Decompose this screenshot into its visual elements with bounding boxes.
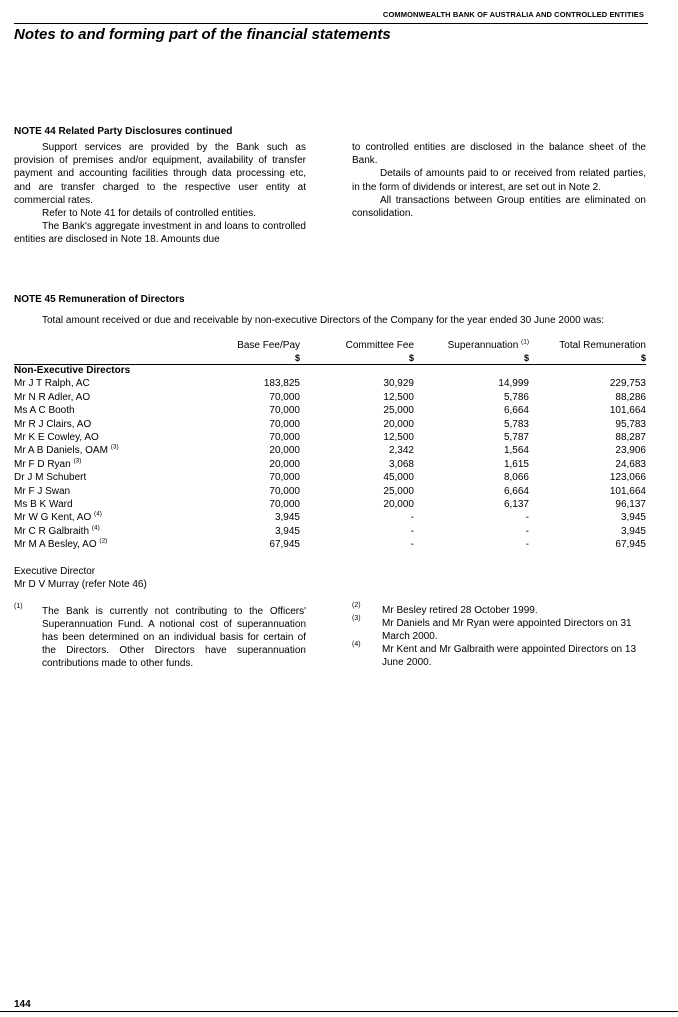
unit-label: $ <box>174 352 300 365</box>
director-name: Mr R J Clairs, AO <box>14 418 92 430</box>
committee-fee-cell: 25,000 <box>383 405 414 417</box>
footnote-marker: (1) <box>14 603 23 610</box>
note44-heading: NOTE 44 Related Party Disclosures continued <box>14 126 233 137</box>
director-name: Mr F J Swan <box>14 485 71 497</box>
table-row <box>14 391 646 404</box>
footnote-text: The Bank is currently not contributing to the Officers' Superannuation Fund. A notional cost of superannuation has been determined on an individual basis for certain of the Directors. Other Directors have superannuation contributions made to other funds. <box>42 606 306 669</box>
executive-label: Executive Director <box>14 566 96 577</box>
table-row <box>14 471 646 484</box>
name-column-header <box>14 339 174 352</box>
note44-paragraph: The Bank's aggregate investment in and loans to controlled entities are disclosed in Note 18. Amounts due <box>14 221 306 246</box>
total-remuneration-cell: 95,783 <box>615 418 646 430</box>
director-name-cell <box>14 471 174 484</box>
unit-label: $ <box>414 352 529 365</box>
committee-fee-cell: 25,000 <box>383 485 414 497</box>
unit-label: $ <box>300 352 414 365</box>
footnote-marker: (1) <box>521 338 529 346</box>
footnote-marker: (2) <box>352 602 361 609</box>
superannuation-cell: 5,786 <box>503 391 529 403</box>
base-fee-cell: 183,825 <box>263 378 300 390</box>
superannuation-cell: - <box>525 512 529 524</box>
base-fee-cell: 70,000 <box>269 418 300 430</box>
table-row <box>14 404 646 417</box>
unit-spacer <box>14 352 174 365</box>
note45-intro-text: Total amount received or due and receivable by non-executive Directors of the Company for the year ended 30 June 2000 was: <box>42 315 604 326</box>
table-row <box>14 511 646 524</box>
total-remuneration-cell: 101,664 <box>609 485 646 497</box>
table-row <box>14 458 646 471</box>
superannuation-cell: 6,137 <box>503 499 529 511</box>
director-name-cell <box>14 511 174 524</box>
superannuation-cell: 14,999 <box>498 378 529 390</box>
table-row <box>14 431 646 444</box>
base-fee-cell: 70,000 <box>269 485 300 497</box>
table-row <box>14 444 646 457</box>
table-unit-row <box>14 352 646 365</box>
base-fee-cell: 67,945 <box>269 539 300 551</box>
committee-fee-cell: 45,000 <box>383 472 414 484</box>
director-name-cell <box>14 525 174 538</box>
total-remuneration-cell: 3,945 <box>620 525 646 537</box>
superannuation-cell: 1,564 <box>503 445 529 457</box>
director-name-cell <box>14 485 174 498</box>
total-remuneration-cell: 229,753 <box>609 378 646 390</box>
table-row <box>14 538 646 551</box>
total-remuneration-cell: 88,286 <box>615 391 646 403</box>
executive-director-block <box>14 565 147 591</box>
total-remuneration-cell: 23,906 <box>615 445 646 457</box>
director-name: Mr A B Daniels, OAM <box>14 445 108 457</box>
footnote-marker: (4) <box>352 641 361 648</box>
header-rule <box>14 23 648 24</box>
director-name: Mr J T Ralph, AC <box>14 378 90 390</box>
director-name-cell <box>14 538 174 551</box>
column-header-label: Superannuation <box>447 340 519 351</box>
table-row <box>14 485 646 498</box>
executive-name: Mr D V Murray (refer Note 46) <box>14 579 147 590</box>
note44-paragraph: to controlled entities are disclosed in the balance sheet of the Bank. <box>352 142 646 167</box>
column-header <box>414 339 529 352</box>
note44-paragraph: All transactions between Group entities are eliminated on consolidation. <box>352 194 646 220</box>
director-name: Mr C R Galbraith <box>14 525 90 537</box>
director-name: Ms B K Ward <box>14 499 73 511</box>
director-name: Mr F D Ryan <box>14 458 71 470</box>
base-fee-cell: 70,000 <box>269 499 300 511</box>
base-fee-cell: 20,000 <box>269 445 300 457</box>
section-label: Non-Executive Directors <box>14 365 131 377</box>
note44-right-column <box>352 141 646 220</box>
superannuation-cell: 6,664 <box>503 485 529 497</box>
director-name: Mr N R Adler, AO <box>14 391 91 403</box>
footer-rule <box>0 1011 678 1012</box>
note44-paragraph: Refer to Note 41 for details of controlled entities. <box>42 208 257 220</box>
table-row <box>14 418 646 431</box>
footnote-marker: (3) <box>73 457 82 465</box>
note44-paragraph: Details of amounts paid to or received from related parties, in the form of dividends or interest, are set out in Note 2. <box>352 168 646 193</box>
superannuation-cell: 8,066 <box>503 472 529 484</box>
table-row <box>14 525 646 538</box>
total-remuneration-cell: 3,945 <box>620 512 646 524</box>
director-name: Ms A C Booth <box>14 405 75 417</box>
director-name-cell <box>14 391 174 404</box>
base-fee-cell: 70,000 <box>269 391 300 403</box>
section-row <box>14 365 646 378</box>
director-name-cell <box>14 377 174 390</box>
note44-paragraph: Support services are provided by the Bank such as provision of premises and/or equipment, availability of transfer payment and accounting facilities through data processing etc, and are transfer charged to the respective user entity at commercial rates. <box>14 142 306 206</box>
superannuation-cell: - <box>525 525 529 537</box>
director-name-cell <box>14 418 174 431</box>
footnote-marker: (4) <box>94 511 102 519</box>
director-name: Dr J M Schubert <box>14 472 87 484</box>
base-fee-cell: 3,945 <box>274 512 300 524</box>
committee-fee-cell: 20,000 <box>383 418 414 430</box>
committee-fee-cell: 2,342 <box>388 445 414 457</box>
page-header-company: COMMONWEALTH BANK OF AUSTRALIA AND CONTROLLED ENTITIES <box>382 10 644 19</box>
column-header: Total Remuneration <box>559 340 646 351</box>
note45-intro <box>14 314 646 327</box>
page-title: Notes to and forming part of the financial statements <box>14 26 391 43</box>
note44-left-column <box>14 141 306 247</box>
director-name: Mr W G Kent, AO <box>14 512 92 524</box>
footnote-marker: (4) <box>91 524 100 532</box>
committee-fee-cell: - <box>410 525 414 537</box>
base-fee-cell: 70,000 <box>269 472 300 484</box>
director-name: Mr M A Besley, AO <box>14 539 97 551</box>
committee-fee-cell: 12,500 <box>383 391 414 403</box>
base-fee-cell: 70,000 <box>269 432 300 444</box>
committee-fee-cell: 30,929 <box>383 378 414 390</box>
base-fee-cell: 20,000 <box>269 458 300 470</box>
committee-fee-cell: 20,000 <box>383 499 414 511</box>
total-remuneration-cell: 96,137 <box>615 499 646 511</box>
table-row <box>14 498 646 511</box>
column-header: Committee Fee <box>345 340 414 351</box>
table-header-row <box>14 339 646 352</box>
committee-fee-cell: 12,500 <box>383 432 414 444</box>
director-name-cell <box>14 498 174 511</box>
total-remuneration-cell: 101,664 <box>609 405 646 417</box>
table-row <box>14 377 646 390</box>
committee-fee-cell: - <box>410 539 414 551</box>
director-name-cell <box>14 444 174 457</box>
note45-heading: NOTE 45 Remuneration of Directors <box>14 294 185 305</box>
total-remuneration-cell: 88,287 <box>615 432 646 444</box>
total-remuneration-cell: 67,945 <box>615 539 646 551</box>
superannuation-cell: 5,787 <box>503 432 529 444</box>
unit-label: $ <box>529 352 646 365</box>
committee-fee-cell: - <box>410 512 414 524</box>
page-number: 144 <box>14 999 31 1010</box>
director-name-cell <box>14 431 174 444</box>
footnote-text: Mr Kent and Mr Galbraith were appointed Directors on 13 June 2000. <box>382 644 637 668</box>
director-name-cell <box>14 404 174 417</box>
footnote-marker: (3) <box>352 615 361 622</box>
total-remuneration-cell: 123,066 <box>609 472 646 484</box>
footnote-marker: (2) <box>99 537 108 545</box>
column-header: Base Fee/Pay <box>237 340 300 351</box>
total-remuneration-cell: 24,683 <box>615 458 646 470</box>
superannuation-cell: 1,615 <box>503 458 529 470</box>
base-fee-cell: 70,000 <box>269 405 300 417</box>
director-name: Mr K E Cowley, AO <box>14 432 99 444</box>
committee-fee-cell: 3,068 <box>388 458 414 470</box>
superannuation-cell: 5,783 <box>503 418 529 430</box>
footnote-marker: (3) <box>110 444 119 452</box>
footnote-text: Mr Daniels and Mr Ryan were appointed Directors on 31 March 2000. <box>382 618 632 642</box>
director-name-cell <box>14 458 174 471</box>
base-fee-cell: 3,945 <box>274 525 300 537</box>
superannuation-cell: 6,664 <box>503 405 529 417</box>
remuneration-table <box>14 339 646 552</box>
superannuation-cell: - <box>525 539 529 551</box>
footnote-text: Mr Besley retired 28 October 1999. <box>382 605 538 616</box>
